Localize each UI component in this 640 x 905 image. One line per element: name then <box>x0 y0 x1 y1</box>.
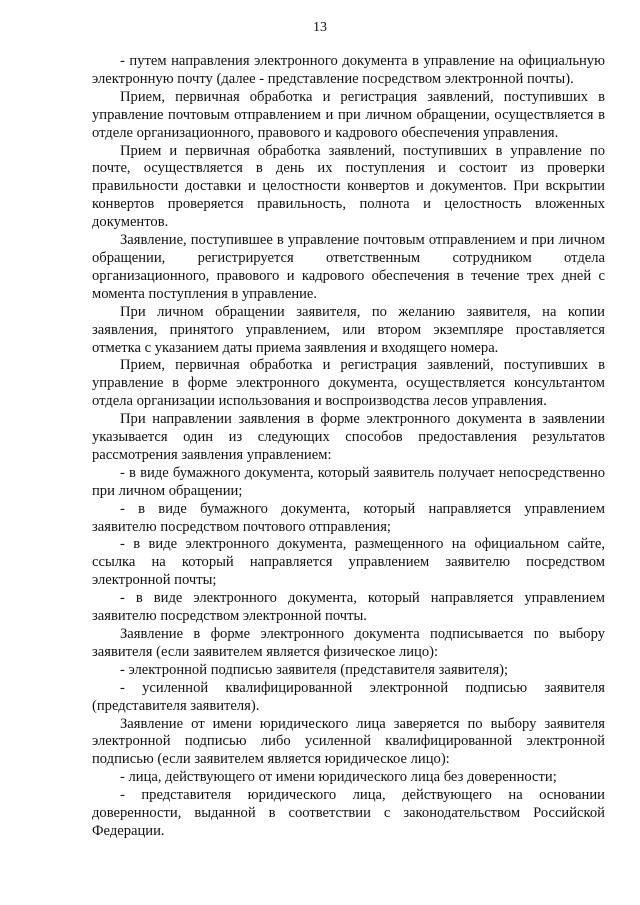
paragraph: Заявление в форме электронного документа подписывается по выбору заявителя (если заявителем является физическое лицо): <box>92 626 605 660</box>
paragraph: Заявление, поступившее в управление почтовым отправлением и при личном обращении, регистрируется ответственным сотрудником отдела организационного, правового и кадрового обеспечения в течение трех дней с момента поступления в управление. <box>92 232 605 302</box>
list-item: - в виде бумажного документа, который направляется управлением заявителю посредством почтового отправления; <box>92 500 605 535</box>
paragraph: Прием, первичная обработка и регистрация заявлений, поступивших в управление почтовым отправлением и при личном обращении, осуществляется в отделе организационного, правового и кадрового обеспечения управления. <box>92 88 605 141</box>
list-item: - в виде бумажного документа, который заявитель получает непосредственно при личном обращении; <box>92 464 605 499</box>
paragraph: Прием, первичная обработка и регистрация заявлений, поступивших в управление в форме электронного документа, осуществляется консультантом отдела организации использования и воспроизводства лесов управления. <box>92 357 605 410</box>
list-item: - лица, действующего от имени юридического лица без доверенности; <box>120 769 557 786</box>
paragraph: Прием и первичная обработка заявлений, поступивших в управление по почте, осуществляется в день их поступления и состоит из проверки правильности доставки и целостности конвертов и документов. При вскрытии конвертов проверяется правильность, полнота и целостность вложенных документов. <box>92 142 605 231</box>
paragraph: Заявление от имени юридического лица заверяется по выбору заявителя электронной подписью либо усиленной квалифицированной электронной подписью (если заявителем является юридическое лицо): <box>92 715 605 768</box>
document-body <box>92 53 605 841</box>
page-number: 13 <box>313 20 327 35</box>
list-item: - усиленной квалифицированной электронной подписью заявителя (представителя заявителя). <box>92 679 605 714</box>
paragraph: - путем направления электронного документа в управление на официальную электронную почту (далее - представление посредством электронной почты). <box>92 53 605 87</box>
list-item: - представителя юридического лица, действующего на основании доверенности, выданной в соответствии с законодательством Российской Федерации. <box>92 787 605 839</box>
list-item: - электронной подписью заявителя (представителя заявителя); <box>120 661 509 678</box>
paragraph: При личном обращении заявителя, по желанию заявителя, на копии заявления, принятого управлением, или втором экземпляре проставляется отметка с указанием даты приема заявления и входящего номера. <box>92 303 605 356</box>
paragraph: При направлении заявления в форме электронного документа в заявлении указывается один из следующих способов предоставления результатов рассмотрения заявления управлением: <box>92 411 605 463</box>
list-item: - в виде электронного документа, который направляется управлением заявителю посредством электронной почты. <box>92 590 605 625</box>
list-item: - в виде электронного документа, размещенного на официальном сайте, ссылка на который направляется управлением заявителю посредством электронной почты; <box>92 536 605 589</box>
